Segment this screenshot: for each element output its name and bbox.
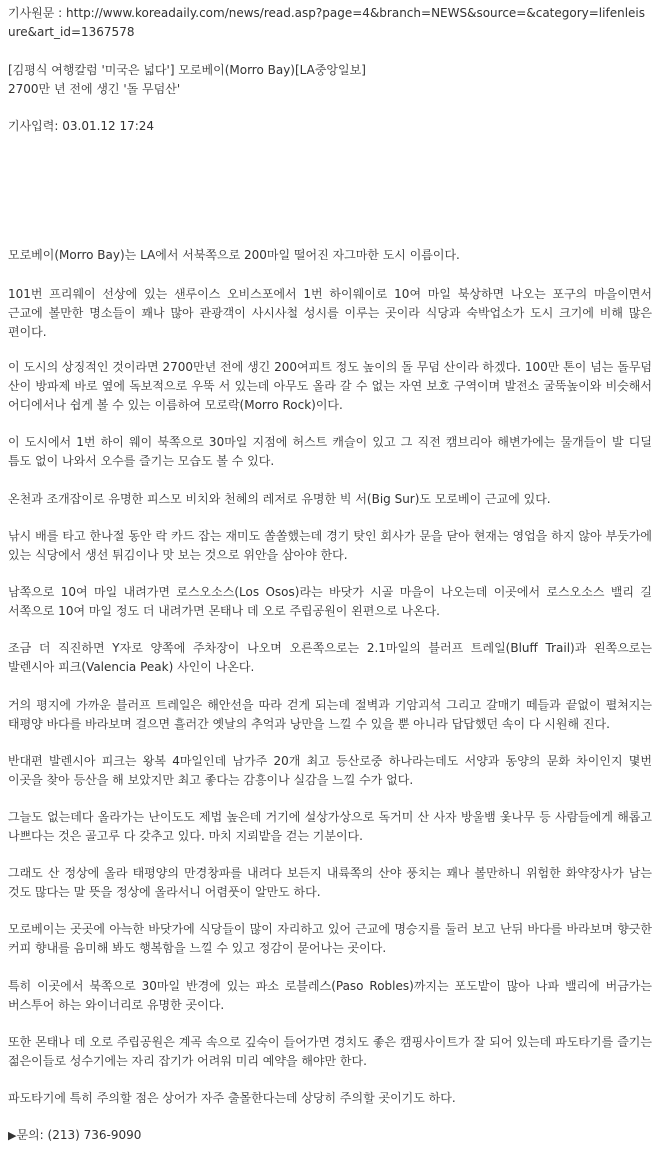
article-paragraph: 반대편 발렌시아 피크는 왕복 4마일인데 남가주 20개 최고 등산로중 하나라는데도 서양과 동양의 문화 차이인지 몇번 이곳을 찾아 등산을 해 보았지만 최고 좋다는 감흥이나 실감을 느낄 수가 없다.: [8, 754, 652, 787]
article-subtitle: 2700만 년 전에 생긴 '돌 무덤산': [8, 82, 181, 96]
article-headline: [8, 61, 652, 99]
published-label: 기사입력:: [8, 119, 63, 133]
article-source: [8, 4, 652, 42]
article-paragraph: 모로베이(Morro Bay)는 LA에서 서북쪽으로 200마일 떨어진 자그마한 도시 이름이다.: [8, 248, 460, 262]
article-paragraph: 조금 더 직진하면 Y자로 양쪽에 주차장이 나오며 오른쪽으로는 2.1마일의 블러프 트레일(Bluff Trail)과 왼쪽으로는 발렌시아 피크(Valencia Peak) 사인이 나온다.: [8, 641, 652, 674]
published-datetime: 03.01.12 17:24: [62, 119, 155, 133]
article-contact: [8, 1126, 652, 1145]
contact-label: 문의:: [16, 1128, 48, 1142]
article-paragraph: 이 도시의 상징적인 것이라면 2700만년 전에 생긴 200여피트 정도 높이의 돌 무덤 산이라 하겠다. 100만 톤이 넘는 돌무덤 산이 방파제 바로 옆에 독보적으로 우뚝 서 있는데 아무도 올라 갈 수 없는 자연 보호 구역이며 발전소 굴뚝높이와 비슷해서 어디에서나 쉽게 볼 수 있는 이름하여 모로락(Morro Rock)이다.: [8, 360, 652, 412]
source-label: 기사원문 :: [8, 6, 67, 20]
article-paragraph: 특히 이곳에서 북쪽으로 30마일 반경에 있는 파소 로블레스(Paso Robles)까지는 포도밭이 많아 나파 밸리에 버금가는 버스투어 하는 와이너리로 유명한 곳이다.: [8, 979, 652, 1012]
source-url-link[interactable]: http://www.koreadaily.com/news/read.asp?page=4&branch=NEWS&source=&category=lifenleisure&art_id=1367578: [8, 6, 645, 39]
article-paragraph: 거의 평지에 가까운 블러프 트레일은 해안선을 따라 걷게 되는데 절벽과 기암괴석 그리고 갈매기 떼들과 끝없이 펼쳐지는 태평양 바다를 바라보며 걸으면 흘러간 옛날의 추억과 낭만을 느낄 수 있을 뿐 아니라 답답했던 속이 다 시원해 진다.: [8, 698, 652, 731]
article-paragraph: 낚시 배를 타고 한나절 동안 락 카드 잡는 재미도 쏠쏠했는데 경기 탓인 회사가 문을 닫아 현재는 영업을 하지 않아 부둣가에 있는 식당에서 생선 튀김이나 맛 보는 것으로 위안을 삼아야 한다.: [8, 529, 652, 562]
article-paragraph: 이 도시에서 1번 하이 웨이 북쪽으로 30마일 지점에 허스트 캐슬이 있고 그 직전 캠브리아 해변가에는 물개들이 발 디딜 틈도 없이 나와서 오수를 즐기는 모습도 볼 수 있다.: [8, 435, 652, 468]
triangle-right-icon: ▶: [8, 1129, 17, 1142]
article-paragraph: 온천과 조개잡이로 유명한 피스모 비치와 천혜의 레저로 유명한 빅 서(Big Sur)도 모로베이 근교에 있다.: [8, 492, 551, 506]
article-paragraph: 그래도 산 정상에 올라 태평양의 만경창파를 내려다 보든지 내륙쪽의 산야 풍치는 꽤나 볼만하니 위험한 화약장사가 남는 것도 많다는 말 뜻을 정상에 올라서니 어렴풋이 알만도 하다.: [8, 866, 652, 899]
article-paragraph: 파도타기에 특히 주의할 점은 상어가 자주 출몰한다는데 상당히 주의할 곳이기도 하다.: [8, 1091, 456, 1105]
article-published: [8, 117, 652, 136]
article-paragraph: 그늘도 없는데다 올라가는 난이도도 제법 높은데 거기에 설상가상으로 독거미 산 사자 방울뱀 옻나무 등 사람들에게 해롭고 나쁘다는 것은 골고루 다 갖추고 있다. 마치 지뢰밭을 걷는 기분이다.: [8, 810, 652, 843]
article-paragraph: 모로베이는 곳곳에 아늑한 바닷가에 식당들이 많이 자리하고 있어 근교에 명승지를 둘러 보고 난뒤 바다를 바라보며 향긋한 커피 향내를 음미해 봐도 행복함을 느낄 수 있고 정감이 묻어나는 곳이다.: [8, 922, 652, 955]
article-title: [김평식 여행칼럼 '미국은 넓다'] 모로베이(Morro Bay)[LA중앙일보]: [8, 63, 366, 77]
article-paragraph: 101번 프리웨이 선상에 있는 샌루이스 오비스포에서 1번 하이웨이로 10여 마일 북상하면 나오는 포구의 마을이면서 근교에 볼만한 명소들이 꽤나 많아 관광객이 사시사철 성시를 이루는 곳이라 식당과 숙박업소가 도시 크기에 비해 많은 편이다.: [8, 287, 652, 339]
contact-phone: (213) 736-9090: [47, 1128, 142, 1142]
article-paragraph: 남쪽으로 10여 마일 내려가면 로스오소스(Los Osos)라는 바닷가 시골 마을이 나오는데 이곳에서 로스오소스 밸리 길 서쪽으로 10여 마일 정도 더 내려가면 몬태나 데 오로 주립공원이 왼편으로 나온다.: [8, 585, 652, 618]
article-paragraph: 또한 몬태나 데 오로 주립공원은 계곡 속으로 깊숙이 들어가면 경치도 좋은 캠핑사이트가 잘 되어 있는데 파도타기를 즐기는 젊은이들로 성수기에는 자리 잡기가 어려워 미리 예약을 해야만 한다.: [8, 1035, 652, 1068]
